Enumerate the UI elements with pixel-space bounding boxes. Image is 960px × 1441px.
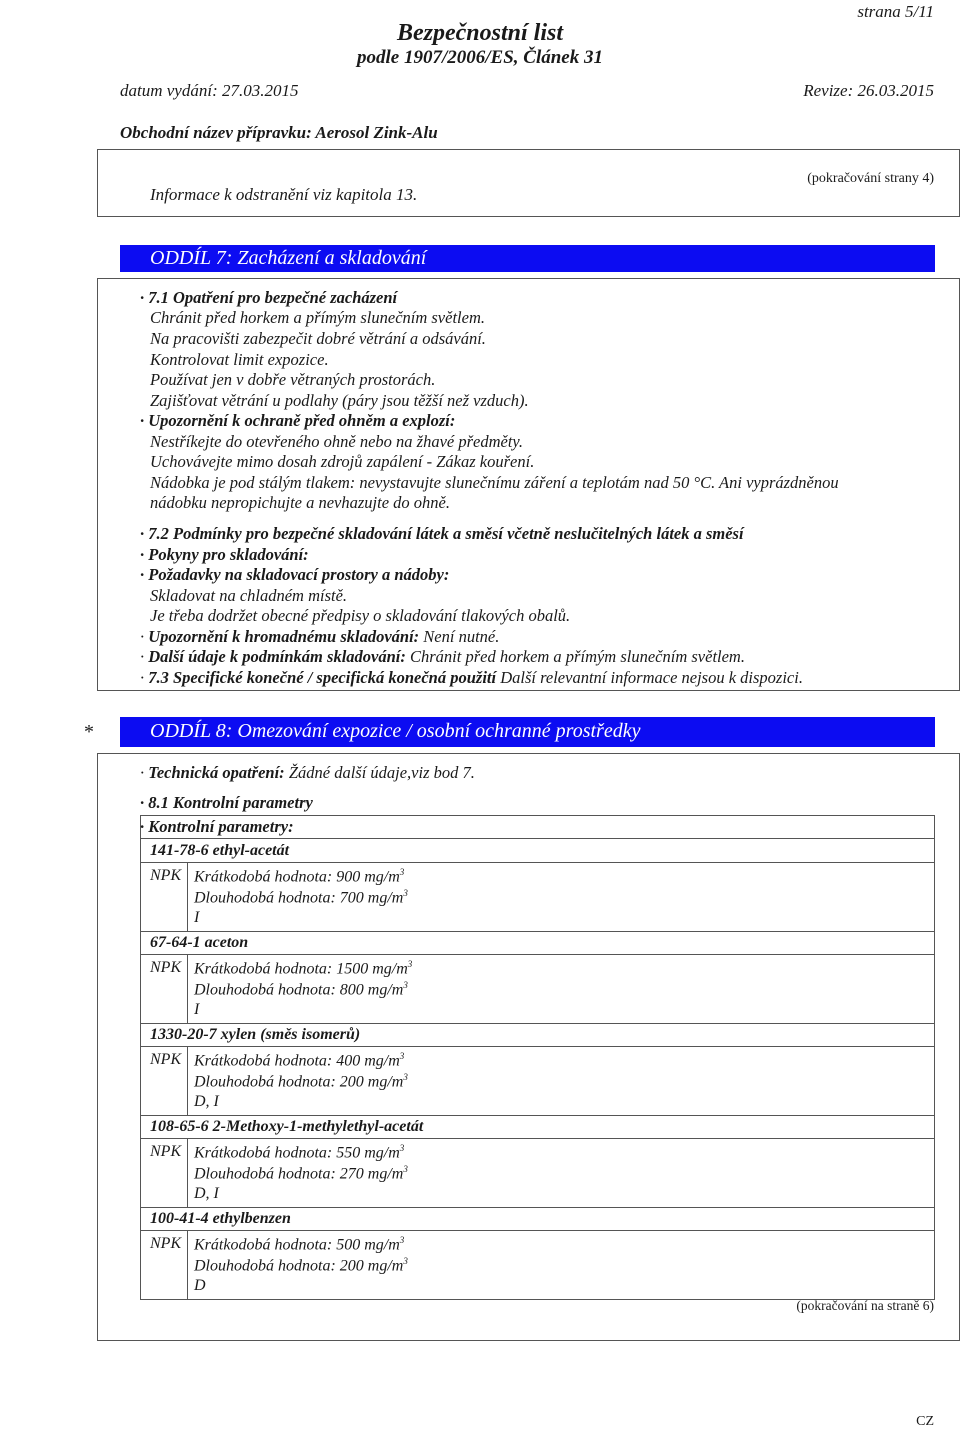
short-term-value: Krátkodobá hodnota: 1500 $mg/m^3$ (194, 959, 413, 978)
long-term-value: Dlouhodobá hodnota: 200 $mg/m^3$ (194, 1256, 408, 1275)
limit-type: NPK (150, 959, 182, 976)
limit-note: I (194, 909, 200, 926)
section-7-heading-bar (120, 245, 935, 272)
column-divider (187, 862, 188, 932)
technical-measures: · Technická opatření: Žádné další údaje,viz bod 7. (140, 763, 475, 782)
limit-type: NPK (150, 1235, 182, 1252)
long-term-value: Dlouhodobá hodnota: 700 $mg/m^3$ (194, 888, 408, 907)
s71-line: Na pracovišti zabezpečit dobré větrání a odsávání. (150, 329, 486, 348)
long-term-value: Dlouhodobá hodnota: 800 $mg/m^3$ (194, 980, 408, 999)
limit-note: I (194, 1001, 200, 1018)
s71-line: Zajišťovat větrání u podlahy (páry jsou těžší než vzduch). (150, 391, 529, 410)
limit-type: NPK (150, 1051, 182, 1068)
long-term-value: Dlouhodobá hodnota: 200 $mg/m^3$ (194, 1072, 408, 1091)
s72-title: · 7.2 Podmínky pro bezpečné skladování látek a směsí včetně neslučitelných látek a směsí (140, 524, 744, 543)
column-divider (187, 1230, 188, 1300)
section-8-heading: ODDÍL 8: Omezování expozice / osobní ochranné prostředky (150, 720, 641, 742)
long-term-value: Dlouhodobá hodnota: 270 $mg/m^3$ (194, 1164, 408, 1183)
s71-line: Chránit před horkem a přímým slunečním světlem. (150, 308, 485, 327)
fire-line: Nestříkejte do otevřeného ohně nebo na žhavé předměty. (150, 432, 523, 451)
fire-line: Nádobka je pod stálým tlakem: nevystavujte slunečnímu záření a teplotám nad 50 °C. Ani vyprázdněnou (150, 473, 839, 492)
document-title: Bezpečnostní list (396, 20, 564, 46)
substance-name: 1330-20-7 xylen (směs isomerů) (150, 1026, 361, 1043)
s81-title: · 8.1 Kontrolní parametry (140, 793, 313, 812)
column-divider (187, 1138, 188, 1208)
disposal-note: Informace k odstranění viz kapitola 13. (150, 185, 418, 204)
fire-line: Uchovávejte mimo dosah zdrojů zapálení - Zákaz kouření. (150, 452, 535, 471)
storage-line: Je třeba dodržet obecné předpisy o skladování tlakových obalů. (150, 606, 571, 625)
limit-note: D (194, 1277, 206, 1294)
page-number: strana 5/11 (857, 2, 934, 21)
bulk-storage: · Upozornění k hromadnému skladování: Není nutné. (140, 627, 500, 646)
s71-title: · 7.1 Opatření pro bezpečné zacházení (140, 288, 398, 307)
continued-from: (pokračování strany 4) (807, 171, 934, 186)
limit-type: NPK (150, 867, 182, 884)
column-divider (187, 954, 188, 1024)
substance-name: 108-65-6 2-Methoxy-1-methylethyl-acetát (150, 1118, 424, 1135)
short-term-value: Krátkodobá hodnota: 500 $mg/m^3$ (194, 1235, 405, 1254)
trade-name: Obchodní název přípravku: Aerosol Zink-Alu (120, 123, 438, 142)
s73-line: · 7.3 Specifické konečné / specifická konečná použití Další relevantní informace nejsou k dispozici. (140, 668, 803, 687)
change-marker: * (84, 721, 94, 743)
limit-note: D, I (194, 1185, 219, 1202)
section-7-heading: ODDÍL 7: Zacházení a skladování (150, 247, 427, 269)
issue-date: datum vydání: 27.03.2015 (120, 81, 299, 100)
short-term-value: Krátkodobá hodnota: 900 $mg/m^3$ (194, 867, 405, 886)
s71-line: Používat jen v dobře větraných prostorách. (150, 370, 436, 389)
short-term-value: Krátkodobá hodnota: 550 $mg/m^3$ (194, 1143, 405, 1162)
storage-label: · Pokyny pro skladování: (140, 545, 309, 564)
limit-note: D, I (194, 1093, 219, 1110)
document-subtitle: podle 1907/2006/ES, Článek 31 (357, 47, 603, 68)
substance-name: 67-64-1 aceton (150, 934, 249, 951)
fire-line: nádobku nepropichujte a nevhazujte do ohně. (150, 493, 450, 512)
further-storage: · Další údaje k podmínkám skladování: Chránit před horkem a přímým slunečním světlem. (140, 647, 745, 666)
language-code: CZ (916, 1414, 934, 1429)
limit-type: NPK (150, 1143, 182, 1160)
storage-req-label: · Požadavky na skladovací prostory a nádoby: (140, 565, 450, 584)
params-label: · Kontrolní parametry: (140, 817, 294, 836)
s71-line: Kontrolovat limit expozice. (150, 350, 329, 369)
revision-date: Revize: 26.03.2015 (803, 81, 934, 100)
substance-name: 141-78-6 ethyl-acetát (150, 842, 290, 859)
short-term-value: Krátkodobá hodnota: 400 $mg/m^3$ (194, 1051, 405, 1070)
continued-to: (pokračování na straně 6) (796, 1298, 934, 1313)
storage-line: Skladovat na chladném místě. (150, 586, 348, 605)
substance-name: 100-41-4 ethylbenzen (150, 1210, 291, 1227)
column-divider (187, 1046, 188, 1116)
section-8-heading-bar (120, 717, 935, 747)
fire-title: · Upozornění k ochraně před ohněm a explozí: (140, 411, 456, 430)
